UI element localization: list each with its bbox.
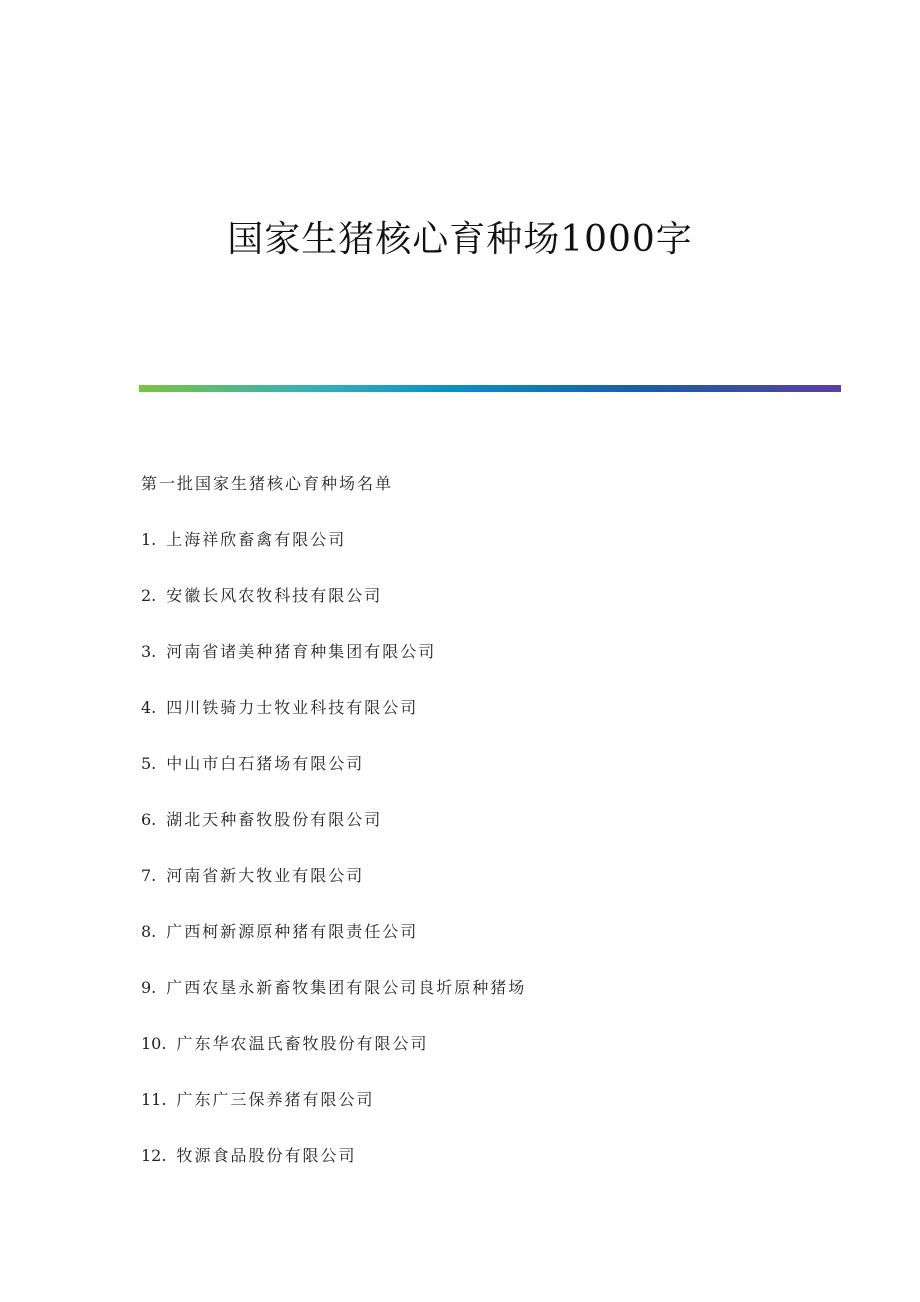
- list-item-number: 1.: [141, 530, 157, 549]
- list-item-number: 11.: [141, 1090, 167, 1109]
- list-item-number: 6.: [141, 810, 157, 829]
- list-item-name: 牧源食品股份有限公司: [176, 1146, 357, 1165]
- list-item-name: 广西农垦永新畜牧集团有限公司良圻原种猪场: [166, 978, 527, 997]
- list-item: [141, 580, 841, 636]
- list-item-name: 安徽长风农牧科技有限公司: [166, 586, 383, 605]
- list-item-number: 4.: [141, 698, 157, 717]
- list-item-name: 广东华农温氏畜牧股份有限公司: [176, 1034, 429, 1053]
- document-title: 国家生猪核心育种场1000字: [227, 219, 693, 260]
- list-item: [141, 524, 841, 580]
- list-item-number: 5.: [141, 754, 157, 773]
- list-item-name: 中山市白石猪场有限公司: [166, 754, 365, 773]
- title-divider: [139, 385, 841, 392]
- list-item-name: 广东广三保养猪有限公司: [176, 1090, 375, 1109]
- list-item-number: 3.: [141, 642, 157, 661]
- list-item: [141, 916, 841, 972]
- list-item-number: 8.: [141, 922, 157, 941]
- list-item: [141, 972, 841, 1028]
- list-item-name: 四川铁骑力士牧业科技有限公司: [166, 698, 419, 717]
- list-item-number: 2.: [141, 586, 157, 605]
- list-item-number: 10.: [141, 1034, 167, 1053]
- list-item-number: 12.: [141, 1146, 167, 1165]
- list-item-name: 河南省诸美种猪育种集团有限公司: [166, 642, 437, 661]
- list-item-number: 7.: [141, 866, 157, 885]
- list-item: [141, 860, 841, 916]
- list-item: [141, 692, 841, 748]
- document-body: [141, 468, 841, 1196]
- list-item-number: 9.: [141, 978, 157, 997]
- list-item: [141, 804, 841, 860]
- list-item: [141, 748, 841, 804]
- section-heading: 第一批国家生猪核心育种场名单: [141, 474, 394, 493]
- list-item: [141, 1028, 841, 1084]
- list-item: [141, 636, 841, 692]
- list-item: [141, 1084, 841, 1140]
- list-item-name: 上海祥欣畜禽有限公司: [166, 530, 347, 549]
- list-item-name: 湖北天种畜牧股份有限公司: [166, 810, 383, 829]
- list-item: [141, 1140, 841, 1196]
- list-item-name: 广西柯新源原种猪有限责任公司: [166, 922, 419, 941]
- list-item-name: 河南省新大牧业有限公司: [166, 866, 365, 885]
